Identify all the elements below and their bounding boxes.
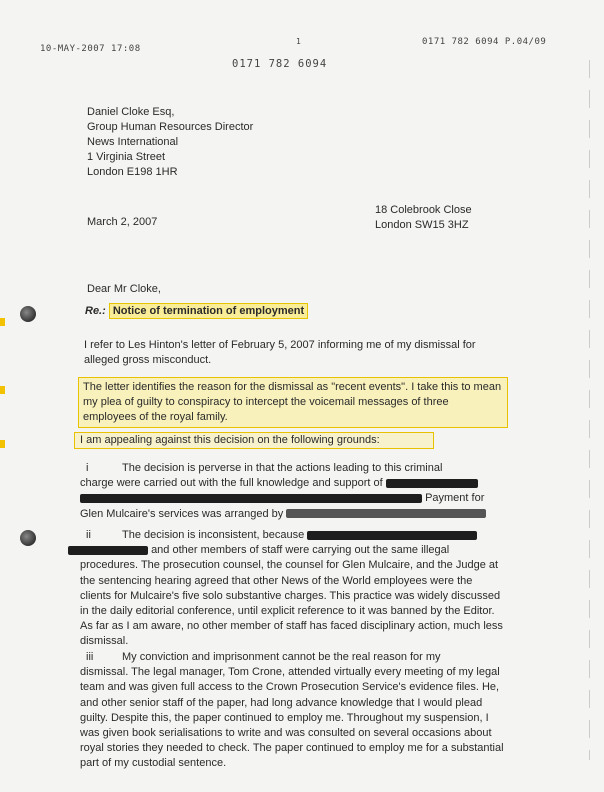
subject-line (85, 302, 308, 320)
margin-highlight-mark (0, 386, 5, 394)
ground-text: dismissal. The legal manager, Tom Crone, attended virtually every meeting of my legal team and was given full access to the Crown Prosecution Service's evidence files. He, and other senior staff of the paper, had long advance knowledge that I would plead guilty. Despite this, the paper continued to employ me. Throughout my suspension, I was given book serialisations to write and was consulted on several occasions about royal stories they needed to check. The paper continued to employ me for a substantial part of my custodial sentence. (80, 666, 504, 770)
ground-text: The decision is inconsistent, because (122, 529, 305, 541)
ground-text: The decision is perverse in that the actions leading to this criminal (122, 462, 443, 474)
ground-text: My conviction and imprisonment cannot be the real reason for my (122, 651, 441, 663)
redaction-bar (80, 494, 422, 503)
salutation: Dear Mr Cloke, (87, 283, 161, 295)
redaction-bar (386, 479, 478, 488)
recipient-line: Daniel Cloke Esq, (87, 106, 175, 118)
ground-text: Glen Mulcaire's services was arranged by (80, 507, 284, 520)
ground-number: iii (86, 651, 94, 663)
fax-sender-number: 0171 782 6094 (232, 58, 328, 70)
margin-highlight-mark (0, 440, 5, 448)
paragraph-appeal-highlighted: I am appealing against this decision on the following grounds: (74, 432, 434, 449)
appeal-ground-ii (80, 528, 505, 650)
fax-tick: 1 (296, 37, 302, 46)
redaction-bar (68, 546, 148, 555)
recipient-line: News International (87, 136, 179, 148)
recipient-line: 1 Virginia Street (87, 151, 166, 163)
punch-hole-icon (20, 530, 36, 546)
subject-title: Notice of termination of employment (109, 303, 308, 319)
appeal-ground-i (80, 461, 505, 522)
recipient-address (87, 105, 253, 180)
fax-page-info: 0171 782 6094 P.04/09 (422, 37, 547, 47)
ground-text: charge were carried out with the full knowledge and support of (80, 477, 383, 490)
redaction-bar (286, 509, 486, 518)
appeal-ground-iii (80, 650, 505, 772)
ground-text: Payment for (425, 492, 485, 505)
ground-number: ii (86, 529, 91, 541)
margin-highlight-mark (0, 318, 5, 326)
redaction-bar (307, 531, 477, 540)
fax-timestamp: 10-MAY-2007 17:08 (40, 44, 141, 54)
ground-number: i (86, 462, 89, 474)
sender-address (375, 203, 472, 233)
paragraph-reason-highlighted: The letter identifies the reason for the dismissal as "recent events". I take this to mean my plea of guilty to conspiracy to intercept the voicemail messages of three employees of the royal family. (78, 377, 508, 428)
recipient-line: London E198 1HR (87, 166, 178, 178)
letter-date: March 2, 2007 (87, 216, 158, 228)
sender-line: 18 Colebrook Close (375, 204, 472, 216)
paragraph-reference: I refer to Les Hinton's letter of February 5, 2007 informing me of my dismissal for alleged gross misconduct. (84, 339, 476, 366)
scan-edge-line (589, 60, 590, 760)
ground-text: procedures. The prosecution counsel, the counsel for Glen Mulcaire, and the Judge at the sentencing hearing agreed that other News of the World employees were the clients for Mulcaire's five solo substantive charges. This practice was widely discussed in the daily editorial conference, until explicit reference to it was banned by the Editor. As far as I am aware, no other member of staff has faced disciplinary action, much less dismissal. (80, 559, 503, 648)
subject-label: Re.: (85, 305, 106, 317)
sender-line: London SW15 3HZ (375, 219, 469, 231)
ground-text: and other members of staff were carrying out the same illegal (151, 544, 450, 557)
punch-hole-icon (20, 306, 36, 322)
recipient-line: Group Human Resources Director (87, 121, 254, 133)
